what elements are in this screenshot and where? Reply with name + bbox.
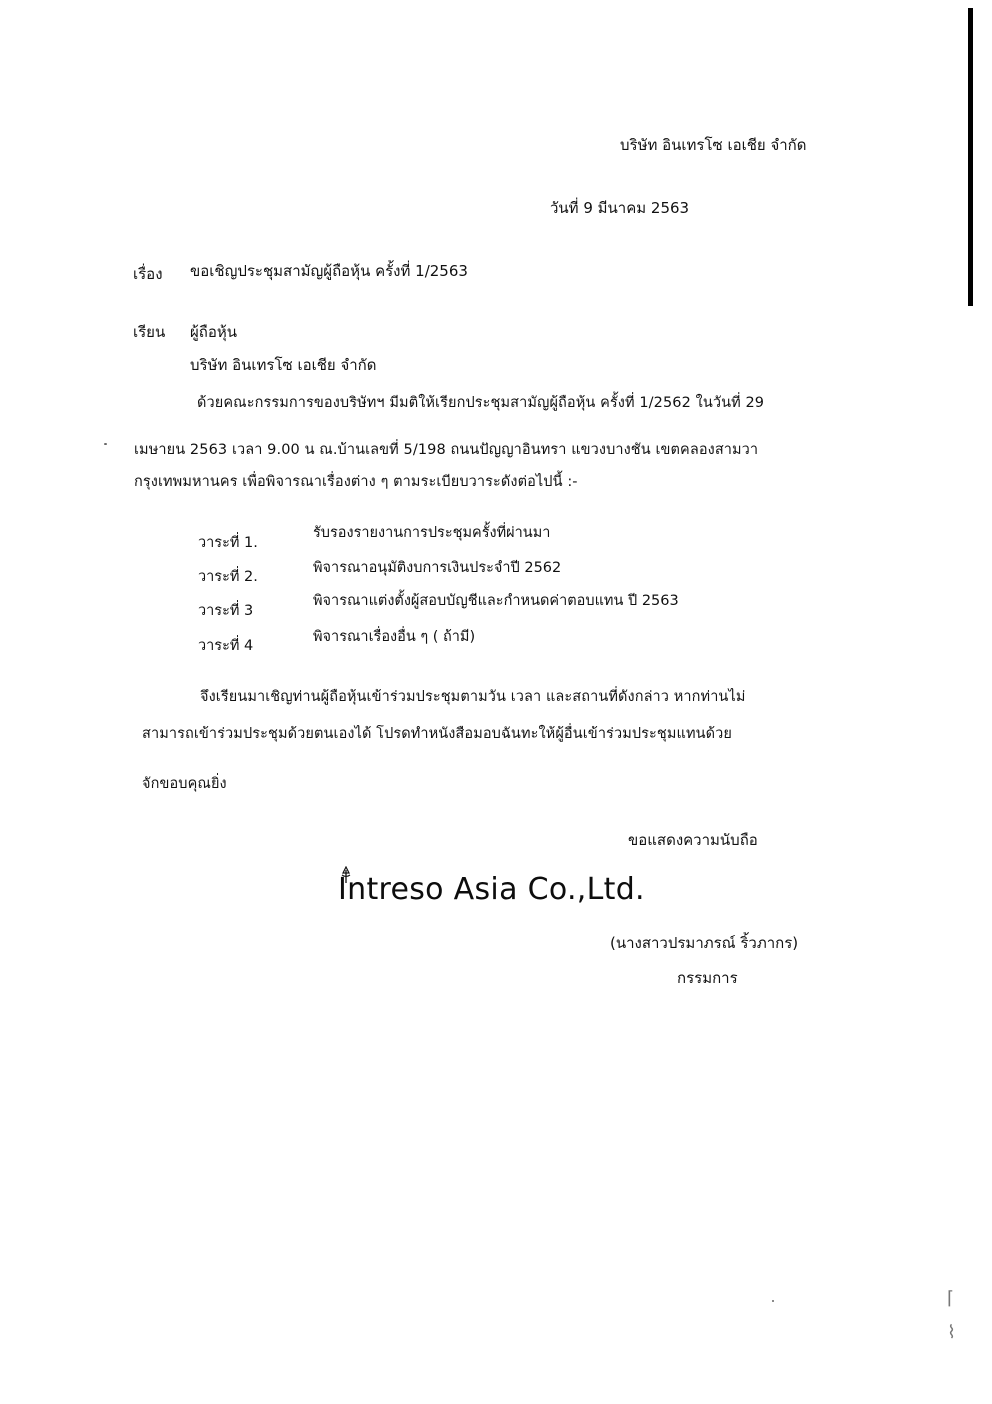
body-paragraph-2-line: สามารถเข้าร่วมประชุมด้วยตนเองได้ โปรดทำหนังสือมอบฉันทะให้ผู้อื่นเข้าร่วมประชุมแทนด้วย — [142, 726, 732, 742]
agenda-item-label: วาระที่ 1. — [198, 535, 258, 551]
signer-name: (นางสาวปรมาภรณ์ ริ้วภากร) — [610, 934, 799, 952]
closing-phrase: ขอแสดงความนับถือ — [628, 831, 758, 849]
scan-edge-bar — [968, 8, 973, 306]
letter-date: วันที่ 9 มีนาคม 2563 — [550, 199, 690, 217]
margin-mark: ⌈ — [947, 1288, 955, 1309]
agenda-item-label: วาระที่ 4 — [198, 638, 254, 654]
agenda-item-text: พิจารณาแต่งตั้งผู้สอบบัญชีและกำหนดค่าตอบแทน ปี 2563 — [313, 593, 679, 609]
body-paragraph-1-line: กรุงเทพมหานคร เพื่อพิจารณาเรื่องต่าง ๆ ตามระเบียบวาระดังต่อไปนี้ :- — [134, 474, 578, 490]
agenda-item-label: วาระที่ 3 — [198, 603, 254, 619]
signer-title: กรรมการ — [677, 969, 738, 987]
sender-company: บริษัท อินเทรโซ เอเชีย จำกัด — [620, 136, 807, 154]
agenda-item-label: วาระที่ 2. — [198, 569, 258, 585]
scan-speck — [772, 1300, 774, 1302]
agenda-item-text: พิจารณาเรื่องอื่น ๆ ( ถ้ามี) — [313, 629, 476, 645]
agenda-item-text: พิจารณาอนุมัติงบการเงินประจำปี 2562 — [313, 560, 562, 576]
agenda-item-text: รับรองรายงานการประชุมครั้งที่ผ่านมา — [313, 525, 551, 541]
subject-label: เรื่อง — [133, 265, 163, 283]
body-paragraph-1-line: เมษายน 2563 เวลา 9.00 น ณ.บ้านเลขที่ 5/198 ถนนปัญญาอินทรา แขวงบางชัน เขตคลองสามวา — [134, 442, 759, 458]
recipient-line-2: บริษัท อินเทรโซ เอเชีย จำกัด — [190, 356, 377, 374]
scan-speck — [104, 443, 107, 445]
recipient-label: เรียน — [133, 323, 166, 341]
margin-mark: ⌇ — [947, 1322, 956, 1343]
recipient-line-1: ผู้ถือหุ้น — [190, 323, 238, 341]
body-paragraph-1-line: ด้วยคณะกรรมการของบริษัทฯ มีมติให้เรียกประชุมสามัญผู้ถือหุ้น ครั้งที่ 1/2562 ในวันที่ 29 — [197, 395, 765, 411]
subject-text: ขอเชิญประชุมสามัญผู้ถือหุ้น ครั้งที่ 1/2563 — [190, 262, 468, 280]
signature: Intreso Asia Co.,Ltd. — [338, 872, 645, 907]
body-paragraph-2-line: จึงเรียนมาเชิญท่านผู้ถือหุ้นเข้าร่วมประชุมตามวัน เวลา และสถานที่ดังกล่าว หากท่านไม่ — [200, 689, 746, 705]
body-paragraph-2-line: จักขอบคุณยิ่ง — [142, 776, 227, 792]
